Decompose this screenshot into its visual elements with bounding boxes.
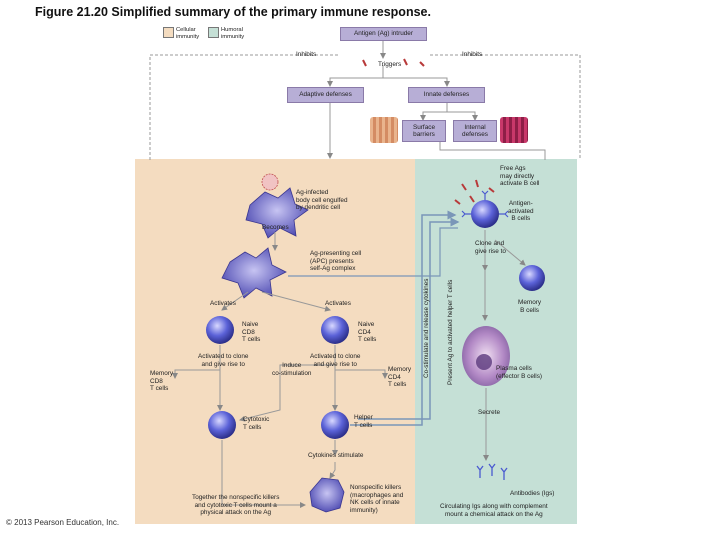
becomes-label: Becomes <box>262 224 289 231</box>
memory-cd4-label: Memory CD4 T cells <box>388 366 412 389</box>
induce-label: Induce co-stimulation <box>272 362 312 377</box>
ag-infected-label: Ag-infected body cell engulfed by dendritic cell <box>296 189 348 212</box>
helper-label: Helper T cells <box>354 414 373 429</box>
secrete-label: Secrete <box>478 409 501 416</box>
copyright: © 2013 Pearson Education, Inc. <box>6 518 120 527</box>
antigen-intruder-box: Antigen (Ag) intruder <box>340 27 427 41</box>
inhibits-left-label: Inhibits <box>296 51 317 58</box>
naive-cd4-cell <box>321 316 349 344</box>
together-label: Together the nonspecific killers and cytotoxic T cells mount a physical attack on the Ag <box>192 494 280 517</box>
activated-b-cell <box>471 200 499 228</box>
memory-b-label: Memory B cells <box>518 299 542 314</box>
internal-defenses-box: Internal defenses <box>453 120 497 142</box>
naive-cd8-cell <box>206 316 234 344</box>
activates-left-label: Activates <box>210 300 236 307</box>
skin-tissue-icon <box>370 117 398 143</box>
ag-activated-b-label: Antigen- activated B cells <box>508 200 534 223</box>
antibodies <box>477 464 507 480</box>
nonspecific-label: Nonspecific killers (macrophages and NK cells of innate immunity) <box>350 484 404 515</box>
surface-barriers-box: Surface barriers <box>402 120 446 142</box>
inhibits-right-label: Inhibits <box>462 51 483 58</box>
circulating-label: Circulating Igs along with complement mount a chemical attack on the Ag <box>440 503 548 518</box>
antibodies-label: Antibodies (Igs) <box>510 490 555 497</box>
inhibits-loop <box>150 55 580 160</box>
legend-humoral-label: Humoral immunity <box>221 27 245 40</box>
cytotoxic-label: Cytotoxic T cells <box>243 416 270 431</box>
apc-label: Ag-presenting cell (APC) presents self-Ag complex <box>310 250 362 273</box>
nonspecific-killer-cell <box>310 478 344 512</box>
free-ags-label: Free Ags may directly activate B cell <box>500 165 540 188</box>
triggers-label: Triggers <box>378 61 402 68</box>
clone-b-label: Clone and give rise to <box>475 240 506 255</box>
figure-title: Figure 21.20 Simplified summary of the primary immune response. <box>35 5 431 19</box>
mucosa-tissue-icon <box>500 117 528 143</box>
naive-cd8-label: Naive CD8 T cells <box>242 321 261 344</box>
innate-defenses-box: Innate defenses <box>408 87 485 103</box>
legend-cellular-label: Cellular immunity <box>176 27 200 40</box>
adaptive-defenses-box: Adaptive defenses <box>287 87 364 103</box>
memory-cd8-label: Memory CD8 T cells <box>150 370 174 393</box>
clone-left-label: Activated to clone and give rise to <box>198 353 249 368</box>
cytotoxic-t-cell <box>208 411 236 439</box>
costimulate-label: Co-stimulate and release cytokines <box>423 278 430 378</box>
plasma-label: Plasma cells (effector B cells) <box>496 365 543 380</box>
memory-b-cell <box>519 265 545 291</box>
present-ag-label: Present Ag to activated helper T cells <box>447 279 454 385</box>
naive-cd4-label: Naive CD4 T cells <box>358 321 377 344</box>
helper-t-cell <box>321 411 349 439</box>
cytokines-stimulate-label: Cytokines stimulate <box>308 452 364 459</box>
activates-right-label: Activates <box>325 300 351 307</box>
clone-right-label: Activated to clone and give rise to <box>310 353 361 368</box>
apc-cell <box>222 248 286 298</box>
